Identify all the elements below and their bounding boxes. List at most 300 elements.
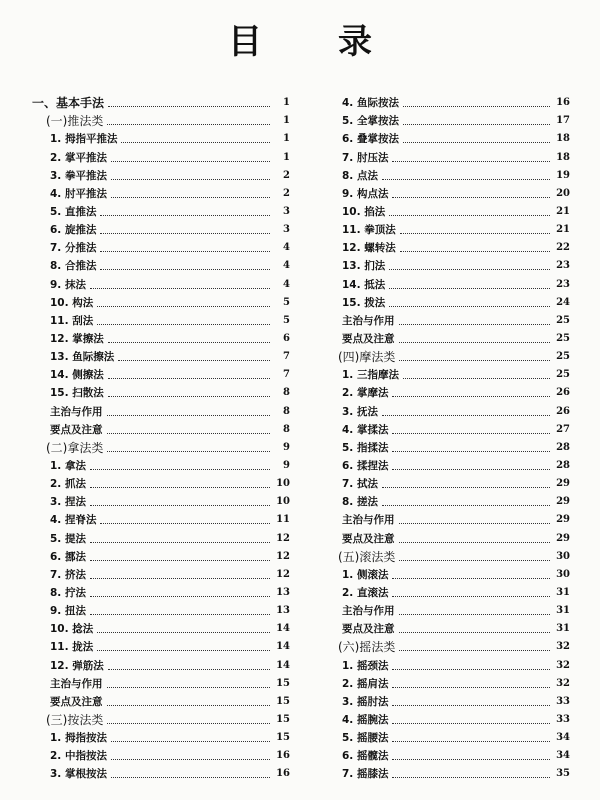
toc-right-column (338, 92, 570, 781)
dot-leader (111, 189, 270, 198)
toc-entry[interactable] (32, 546, 290, 564)
toc-entry[interactable] (338, 473, 570, 491)
toc-page-number: 5 (283, 296, 290, 308)
dot-leader (399, 316, 551, 325)
toc-page-number: 10 (276, 478, 290, 490)
toc-entry-label: 一、基本手法 (32, 96, 105, 111)
toc-entry-label: 8. 搓法 (342, 496, 378, 509)
toc-entry[interactable] (32, 582, 290, 600)
dot-leader (97, 298, 270, 307)
toc-entry-label: 主治与作用 (342, 514, 395, 527)
toc-entry-label: 1. 三指摩法 (342, 369, 399, 382)
dot-leader (389, 261, 550, 270)
toc-entry[interactable] (32, 419, 290, 437)
dot-leader (403, 134, 550, 143)
toc-entry[interactable] (338, 328, 570, 346)
toc-entry-label: 2. 直滚法 (342, 586, 389, 599)
toc-page-number: 5 (283, 314, 290, 326)
dot-leader (90, 497, 270, 506)
toc-page-number: 31 (556, 586, 570, 598)
toc-entry[interactable] (338, 128, 570, 146)
toc-entry[interactable] (338, 763, 570, 781)
toc-page-number: 14 (276, 641, 290, 653)
toc-entry-label: 13. 扪法 (342, 260, 386, 273)
toc-entry-label: 3. 摇肘法 (342, 695, 389, 708)
toc-page-number: 33 (556, 713, 570, 725)
toc-page-number: 30 (556, 568, 570, 580)
dot-leader (108, 370, 270, 379)
toc-page-number: 8 (283, 405, 290, 417)
toc-entry-label: 主治与作用 (50, 677, 103, 690)
toc-entry[interactable] (32, 237, 290, 255)
dot-leader (111, 769, 270, 778)
dot-leader (400, 243, 550, 252)
toc-entry[interactable] (32, 364, 290, 382)
toc-entry[interactable] (338, 527, 570, 545)
toc-entry-label: 5. 指揉法 (342, 441, 389, 454)
toc-entry-label: 5. 全掌按法 (342, 115, 399, 128)
toc-entry-label: 2. 抓法 (50, 478, 86, 491)
toc-page-number: 35 (556, 768, 570, 780)
toc-section[interactable] (32, 437, 290, 455)
toc-page-number: 31 (556, 623, 570, 635)
toc-entry-label: 13. 鱼际擦法 (50, 351, 115, 364)
toc-entry[interactable] (338, 255, 570, 273)
toc-page-number: 10 (276, 496, 290, 508)
toc-entry-label: 3. 拳平推法 (50, 169, 107, 182)
toc-entry-label: 6. 叠掌按法 (342, 133, 399, 146)
toc-section[interactable] (338, 346, 570, 364)
toc-page-number: 24 (556, 296, 570, 308)
dot-leader (90, 570, 270, 579)
toc-entry[interactable] (32, 527, 290, 545)
toc-entry[interactable] (32, 509, 290, 527)
dot-leader (90, 280, 270, 289)
toc-page-number: 2 (283, 187, 290, 199)
toc-entry-label: 4. 捏脊法 (50, 514, 97, 527)
toc-entry[interactable] (338, 691, 570, 709)
toc-entry-label: 6. 旋推法 (50, 224, 97, 237)
toc-entry[interactable] (338, 146, 570, 164)
dot-leader (392, 679, 550, 688)
toc-entry[interactable] (32, 745, 290, 763)
toc-entry-label: 5. 提法 (50, 532, 86, 545)
toc-page-number: 32 (556, 659, 570, 671)
dot-leader (121, 134, 270, 143)
toc-entry-label: (五)滚法类 (338, 549, 396, 564)
toc-page-number: 29 (556, 496, 570, 508)
dot-leader (107, 116, 270, 125)
dot-leader (392, 715, 550, 724)
toc-entry-label: 12. 螺转法 (342, 242, 396, 255)
dot-leader (399, 642, 550, 651)
toc-page-number: 7 (283, 351, 290, 363)
dot-leader (389, 280, 550, 289)
toc-page-number: 26 (556, 387, 570, 399)
toc-entry[interactable] (338, 219, 570, 237)
toc-entry-label: 1. 侧滚法 (342, 568, 389, 581)
dot-leader (90, 479, 270, 488)
toc-page-number: 32 (556, 641, 570, 653)
dot-leader (107, 425, 271, 434)
toc-entry-label: 4. 摇腕法 (342, 713, 389, 726)
toc-entry[interactable] (32, 201, 290, 219)
toc-entry[interactable] (338, 364, 570, 382)
toc-entry-label: 要点及注意 (50, 423, 103, 436)
toc-section[interactable] (32, 709, 290, 727)
toc-entry[interactable] (338, 382, 570, 400)
toc-entry[interactable] (32, 691, 290, 709)
page-title (0, 14, 600, 63)
toc-page-number: 22 (556, 242, 570, 254)
toc-entry[interactable] (32, 292, 290, 310)
toc-entry-label: (一)推法类 (46, 114, 104, 129)
toc-page-number: 18 (556, 133, 570, 145)
toc-page-number: 16 (556, 97, 570, 109)
toc-entry[interactable] (338, 419, 570, 437)
toc-entry-label: 9. 扭法 (50, 605, 86, 618)
toc-entry[interactable] (32, 382, 290, 400)
toc-page-number: 2 (283, 169, 290, 181)
toc-entry-label: 主治与作用 (50, 405, 103, 418)
dot-leader (111, 733, 270, 742)
toc-section[interactable] (338, 636, 570, 654)
toc-chapter[interactable] (32, 92, 290, 110)
dot-leader (90, 552, 270, 561)
toc-entry[interactable] (338, 437, 570, 455)
toc-page-number: 32 (556, 677, 570, 689)
dot-leader (382, 171, 550, 180)
toc-entry-label: 主治与作用 (342, 314, 395, 327)
dot-leader (90, 588, 270, 597)
toc-page-number: 29 (556, 514, 570, 526)
toc-entry[interactable] (338, 292, 570, 310)
toc-entry-label: 7. 分推法 (50, 242, 97, 255)
toc-entry-label: 6. 挪法 (50, 550, 86, 563)
toc-page-number: 29 (556, 532, 570, 544)
toc-entry-label: 4. 掌揉法 (342, 423, 389, 436)
toc-entry-label: 7. 挤法 (50, 568, 86, 581)
dot-leader (392, 570, 550, 579)
toc-entry[interactable] (32, 183, 290, 201)
dot-leader (382, 407, 550, 416)
dot-leader (108, 334, 270, 343)
toc-entry-label: 5. 直推法 (50, 205, 97, 218)
dot-leader (108, 388, 270, 397)
toc-entry-label: 1. 拇指按法 (50, 732, 107, 745)
toc-entry[interactable] (32, 400, 290, 418)
toc-entry-label: 12. 弹筋法 (50, 659, 104, 672)
toc-entry-label: 6. 揉捏法 (342, 459, 389, 472)
toc-page-number: 21 (556, 224, 570, 236)
dot-leader (392, 769, 550, 778)
toc-entry-label: 6. 摇髋法 (342, 750, 389, 763)
toc-entry-label: 要点及注意 (342, 332, 395, 345)
toc-entry[interactable] (338, 491, 570, 509)
dot-leader (107, 443, 270, 452)
toc-entry-label: 1. 拿法 (50, 459, 86, 472)
toc-left-column (32, 92, 290, 781)
toc-page-number: 13 (276, 586, 290, 598)
toc-entry[interactable] (338, 745, 570, 763)
toc-entry[interactable] (338, 110, 570, 128)
toc-page-number: 11 (276, 514, 290, 526)
toc-page-number: 9 (283, 459, 290, 471)
toc-entry[interactable] (32, 328, 290, 346)
toc-entry-label: 5. 摇腰法 (342, 732, 389, 745)
toc-page-number: 1 (283, 97, 290, 109)
toc-page-number: 20 (556, 187, 570, 199)
dot-leader (97, 316, 270, 325)
toc-page-number: 30 (556, 550, 570, 562)
toc-page-number: 29 (556, 478, 570, 490)
toc-entry-label: 3. 捏法 (50, 496, 86, 509)
toc-page-number: 8 (283, 423, 290, 435)
toc-page-number: 25 (556, 351, 570, 363)
toc-entry-label: 4. 肘平推法 (50, 187, 107, 200)
toc-entry-label: 11. 刮法 (50, 314, 94, 327)
title-char: 录 (338, 22, 372, 62)
toc-entry-label: 3. 抚法 (342, 405, 378, 418)
dot-leader (107, 407, 271, 416)
toc-entry-label: 14. 侧擦法 (50, 369, 104, 382)
toc-page-number: 4 (283, 278, 290, 290)
toc-section[interactable] (338, 546, 570, 564)
toc-entry[interactable] (338, 273, 570, 291)
dot-leader (403, 98, 550, 107)
dot-leader (107, 715, 270, 724)
toc-page-number: 19 (556, 169, 570, 181)
toc-page-number: 23 (556, 278, 570, 290)
toc-page-number: 28 (556, 459, 570, 471)
toc-page-number: 12 (276, 550, 290, 562)
toc-page-number: 26 (556, 405, 570, 417)
toc-entry-label: 9. 构点法 (342, 187, 389, 200)
toc-page-number: 1 (283, 151, 290, 163)
dot-leader (107, 697, 271, 706)
toc-page-number: 34 (556, 750, 570, 762)
dot-leader (392, 661, 550, 670)
dot-leader (100, 207, 270, 216)
toc-entry[interactable] (338, 582, 570, 600)
dot-leader (90, 606, 270, 615)
toc-entry[interactable] (32, 146, 290, 164)
dot-leader (97, 642, 270, 651)
toc-entry[interactable] (32, 455, 290, 473)
toc-entry-label: 10. 掐法 (342, 205, 386, 218)
toc-page-number: 15 (276, 732, 290, 744)
toc-entry-label: 要点及注意 (342, 532, 395, 545)
toc-entry-label: 主治与作用 (342, 605, 395, 618)
toc-entry[interactable] (338, 310, 570, 328)
toc-page-number: 14 (276, 623, 290, 635)
toc-page-number: 25 (556, 369, 570, 381)
dot-leader (399, 534, 551, 543)
toc-page-number: 13 (276, 605, 290, 617)
toc-entry[interactable] (32, 636, 290, 654)
toc-entry-label: 1. 拇指平推法 (50, 133, 118, 146)
dot-leader (392, 425, 550, 434)
toc-page-number: 18 (556, 151, 570, 163)
dot-leader (392, 733, 550, 742)
dot-leader (90, 534, 270, 543)
toc-entry[interactable] (32, 727, 290, 745)
toc-page-number: 15 (276, 677, 290, 689)
dot-leader (389, 207, 550, 216)
toc-page-number: 3 (283, 224, 290, 236)
toc-page-number: 28 (556, 441, 570, 453)
toc-entry-label: (三)按法类 (46, 712, 104, 727)
toc-entry-label: 要点及注意 (50, 695, 103, 708)
toc-entry[interactable] (32, 165, 290, 183)
dot-leader (399, 624, 551, 633)
toc-entry-label: 15. 扫散法 (50, 387, 104, 400)
toc-entry-label: (四)摩法类 (338, 350, 396, 365)
toc-page-number: 15 (276, 695, 290, 707)
toc-page-number: 15 (276, 713, 290, 725)
toc-page-number: 17 (556, 115, 570, 127)
toc-entry[interactable] (338, 455, 570, 473)
toc-entry-label: 3. 掌根按法 (50, 768, 107, 781)
dot-leader (392, 588, 550, 597)
toc-entry[interactable] (338, 237, 570, 255)
toc-page-number: 12 (276, 568, 290, 580)
toc-entry[interactable] (338, 709, 570, 727)
toc-page-number: 14 (276, 659, 290, 671)
dot-leader (111, 751, 270, 760)
toc-entry-label: 15. 拨法 (342, 296, 386, 309)
dot-leader (392, 153, 550, 162)
dot-leader (97, 624, 270, 633)
toc-entry-label: 9. 抹法 (50, 278, 86, 291)
toc-page-number: 16 (276, 768, 290, 780)
dot-leader (399, 606, 551, 615)
toc-page-number: 16 (276, 750, 290, 762)
toc-entry-label: 11. 拢法 (50, 641, 94, 654)
dot-leader (100, 261, 270, 270)
toc-entry[interactable] (32, 473, 290, 491)
dot-leader (399, 352, 550, 361)
toc-entry[interactable] (338, 201, 570, 219)
dot-leader (392, 751, 550, 760)
dot-leader (108, 661, 270, 670)
dot-leader (400, 225, 550, 234)
toc-entry[interactable] (32, 255, 290, 273)
toc-entry-label: 10. 捻法 (50, 623, 94, 636)
dot-leader (100, 515, 270, 524)
toc-entry[interactable] (338, 600, 570, 618)
toc-entry-label: 1. 摇颈法 (342, 659, 389, 672)
toc-entry-label: 14. 抵法 (342, 278, 386, 291)
toc-entry[interactable] (32, 491, 290, 509)
dot-leader (392, 388, 550, 397)
toc-entry-label: 4. 鱼际按法 (342, 97, 399, 110)
toc-page-number: 25 (556, 314, 570, 326)
dot-leader (403, 116, 550, 125)
toc-entry[interactable] (32, 128, 290, 146)
dot-leader (399, 334, 551, 343)
toc-entry-label: 11. 拳顶法 (342, 224, 396, 237)
toc-entry[interactable] (32, 654, 290, 672)
toc-entry[interactable] (338, 564, 570, 582)
toc-entry-label: 要点及注意 (342, 623, 395, 636)
toc-page-number: 7 (283, 369, 290, 381)
toc-entry[interactable] (338, 654, 570, 672)
toc-page-number: 25 (556, 332, 570, 344)
toc-entry[interactable] (32, 564, 290, 582)
toc-entry[interactable] (338, 92, 570, 110)
dot-leader (90, 461, 270, 470)
toc-entry-label: 8. 合推法 (50, 260, 97, 273)
toc-page-number: 23 (556, 260, 570, 272)
toc-entry-label: 8. 点法 (342, 169, 378, 182)
toc-page-number: 33 (556, 695, 570, 707)
toc-entry[interactable] (32, 219, 290, 237)
toc-entry[interactable] (338, 400, 570, 418)
dot-leader (111, 153, 270, 162)
dot-leader (382, 497, 550, 506)
toc-page-number: 6 (283, 332, 290, 344)
dot-leader (392, 697, 550, 706)
dot-leader (100, 225, 270, 234)
toc-entry[interactable] (32, 600, 290, 618)
toc-entry-label: 2. 中指按法 (50, 750, 107, 763)
toc-page-number: 1 (283, 133, 290, 145)
dot-leader (100, 243, 270, 252)
toc-page-number: 9 (283, 441, 290, 453)
dot-leader (118, 352, 270, 361)
toc-page-number: 34 (556, 732, 570, 744)
toc-entry[interactable] (32, 346, 290, 364)
toc-page-number: 3 (283, 205, 290, 217)
dot-leader (108, 98, 270, 107)
toc-entry[interactable] (338, 509, 570, 527)
toc-section[interactable] (32, 110, 290, 128)
toc-entry[interactable] (32, 310, 290, 328)
toc-page-number: 31 (556, 605, 570, 617)
toc-entry-label: 2. 摇肩法 (342, 677, 389, 690)
toc-entry[interactable] (338, 727, 570, 745)
toc-entry[interactable] (338, 165, 570, 183)
toc-entry-label: 8. 拧法 (50, 586, 86, 599)
toc-entry[interactable] (32, 763, 290, 781)
toc-entry-label: 12. 掌擦法 (50, 332, 104, 345)
dot-leader (107, 679, 271, 688)
dot-leader (399, 552, 550, 561)
toc-page-number: 8 (283, 387, 290, 399)
dot-leader (382, 479, 550, 488)
toc-entry[interactable] (32, 618, 290, 636)
toc-entry-label: (二)拿法类 (46, 440, 104, 455)
dot-leader (399, 515, 551, 524)
toc-page-number: 27 (556, 423, 570, 435)
toc-entry[interactable] (32, 673, 290, 691)
toc-entry[interactable] (338, 673, 570, 691)
dot-leader (389, 298, 550, 307)
toc-entry[interactable] (32, 273, 290, 291)
toc-entry-label: 10. 构法 (50, 296, 94, 309)
toc-page-number: 21 (556, 205, 570, 217)
toc-page-number: 1 (283, 115, 290, 127)
toc-entry-label: (六)摇法类 (338, 640, 396, 655)
toc-entry[interactable] (338, 618, 570, 636)
toc-entry[interactable] (338, 183, 570, 201)
toc-page-number: 12 (276, 532, 290, 544)
title-char: 目 (228, 22, 262, 62)
toc-entry-label: 7. 摇膝法 (342, 768, 389, 781)
toc-page-number: 4 (283, 242, 290, 254)
toc-entry-label: 7. 拭法 (342, 478, 378, 491)
